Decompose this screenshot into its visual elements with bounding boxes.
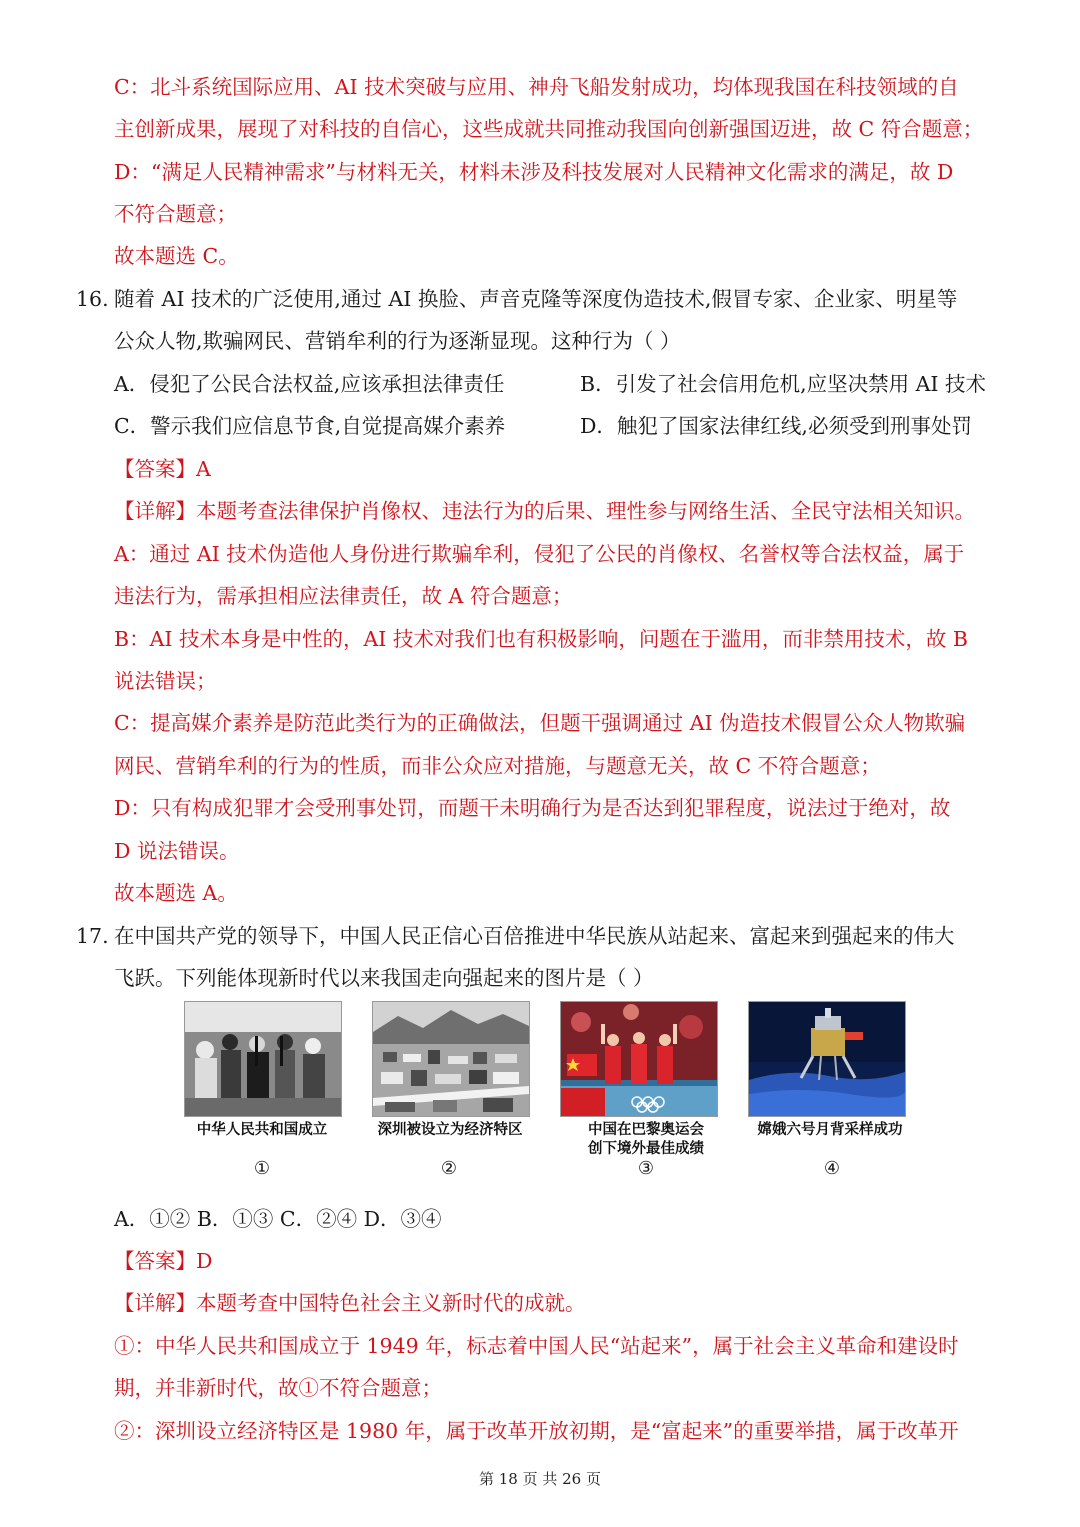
q17-detail-label: 【详解】 <box>114 1291 196 1315</box>
q16-stem-line1: 随着 AI 技术的广泛使用,通过 AI 换脸、声音克隆等深度伪造技术,假冒专家、企业家、明星等 <box>114 287 958 311</box>
q16-detail-text: 本题考查法律保护肖像权、违法行为的后果、理性参与网络生活、全民守法相关知识。 <box>196 499 975 523</box>
picture-3-caption-line2: 创下境外最佳成绩 <box>588 1141 704 1157</box>
prev-option-d-line1: D：“满足人民精神需求”与材料无关，材料未涉及科技发展对人民精神文化需求的满足，故 D <box>114 160 954 184</box>
q16-number: 16. <box>76 287 109 311</box>
prev-option-c-line1: C：北斗系统国际应用、AI 技术突破与应用、神舟飞船发射成功，均体现我国在科技领域的自 <box>114 75 959 99</box>
q16-analysis-c-line1: C：提高媒介素养是防范此类行为的正确做法，但题干强调通过 AI 伪造技术假冒公众人物欺骗 <box>114 711 966 735</box>
photo-change6-lander <box>748 1001 906 1117</box>
q17-detail-text: 本题考查中国特色社会主义新时代的成就。 <box>196 1291 586 1315</box>
picture-1-caption: 中华人民共和国成立 <box>196 1122 328 1138</box>
q16-analysis-d-line2: D 说法错误。 <box>114 839 240 863</box>
picture-2-numeral: ② <box>440 1158 458 1179</box>
q16-detail-label: 【详解】 <box>114 499 196 523</box>
q16-option-b: B．引发了社会信用危机,应坚决禁用 AI 技术 <box>580 372 987 396</box>
photo-shenzhen-sez <box>372 1001 530 1117</box>
q16-detail <box>114 496 1006 526</box>
q16-answer-label: 【答案】 <box>114 457 196 481</box>
prev-option-d-line2: 不符合题意； <box>114 202 237 226</box>
picture-3-caption-line1: 中国在巴黎奥运会 <box>588 1122 704 1138</box>
q16-analysis-c-line2: 网民、营销牟利的行为的性质，而非公众应对措施，与题意无关，故 C 不符合题意； <box>114 754 881 778</box>
picture-3-caption <box>558 1121 734 1159</box>
q16-answer-value: A <box>196 457 211 481</box>
q16-analysis-a-line1: A：通过 AI 技术伪造他人身份进行欺骗牟利，侵犯了公民的肖像权、名誉权等合法权益，属于 <box>114 542 965 566</box>
q16-analysis-b-line1: B：AI 技术本身是中性的，AI 技术对我们也有积极影响，问题在于滥用，而非禁用技术，故 B <box>114 627 968 651</box>
q17-stem-line2: 飞跃。下列能体现新时代以来我国走向强起来的图片是（ ） <box>114 966 654 990</box>
prev-option-c-line2: 主创新成果，展现了对科技的自信心，这些成就共同推动我国向创新强国迈进，故 C 符合题意； <box>114 117 984 141</box>
q17-answer <box>114 1246 1006 1276</box>
q16-option-c: C．警示我们应信息节食,自觉提高媒介素养 <box>114 414 506 438</box>
q16-analysis-a-line2: 违法行为，需承担相应法律责任，故 A 符合题意； <box>114 584 573 608</box>
q17-stem-line1: 在中国共产党的领导下，中国人民正信心百倍推进中华民族从站起来、富起来到强起来的伟大 <box>114 924 955 948</box>
q17-number: 17. <box>76 924 109 948</box>
picture-4-numeral: ④ <box>823 1158 841 1179</box>
q16-conclusion: 故本题选 A。 <box>114 881 238 905</box>
picture-2-caption: 深圳被设立为经济特区 <box>377 1122 523 1138</box>
q16-stem-line2: 公众人物,欺骗网民、营销牟利的行为逐渐显现。这种行为（ ） <box>114 329 681 353</box>
photo-prc-founding <box>184 1001 342 1117</box>
q17-answer-value: D <box>196 1249 213 1273</box>
q17-analysis-2-line1: ②：深圳设立经济特区是 1980 年，属于改革开放初期，是“富起来”的重要举措，属于改革开 <box>114 1419 959 1443</box>
q17-detail <box>114 1288 1006 1318</box>
picture-3-numeral: ③ <box>637 1158 655 1179</box>
photo-paris-olympics <box>560 1001 718 1117</box>
q17-answer-label: 【答案】 <box>114 1249 196 1273</box>
q17-analysis-1-line1: ①：中华人民共和国成立于 1949 年，标志着中国人民“站起来”，属于社会主义革命和建设时 <box>114 1334 959 1358</box>
q16-analysis-d-line1: D：只有构成犯罪才会受刑事处罚，而题干未明确行为是否达到犯罪程度，说法过于绝对，故 <box>114 796 951 820</box>
picture-1-numeral: ① <box>253 1158 271 1179</box>
q16-answer <box>114 454 1006 484</box>
picture-4-caption: 嫦娥六号月背采样成功 <box>757 1122 903 1138</box>
q16-option-d: D．触犯了国家法律红线,必须受到刑事处罚 <box>580 414 972 438</box>
page-footer: 第 18 页 共 26 页 <box>478 1470 601 1488</box>
q17-analysis-1-line2: 期，并非新时代，故①不符合题意； <box>114 1376 442 1400</box>
q16-option-a: A．侵犯了公民合法权益,应该承担法律责任 <box>114 372 505 396</box>
q17-options: A．①② B．①③ C．②④ D．③④ <box>114 1207 442 1231</box>
q16-analysis-b-line2: 说法错误； <box>114 669 217 693</box>
prev-conclusion: 故本题选 C。 <box>114 244 239 268</box>
